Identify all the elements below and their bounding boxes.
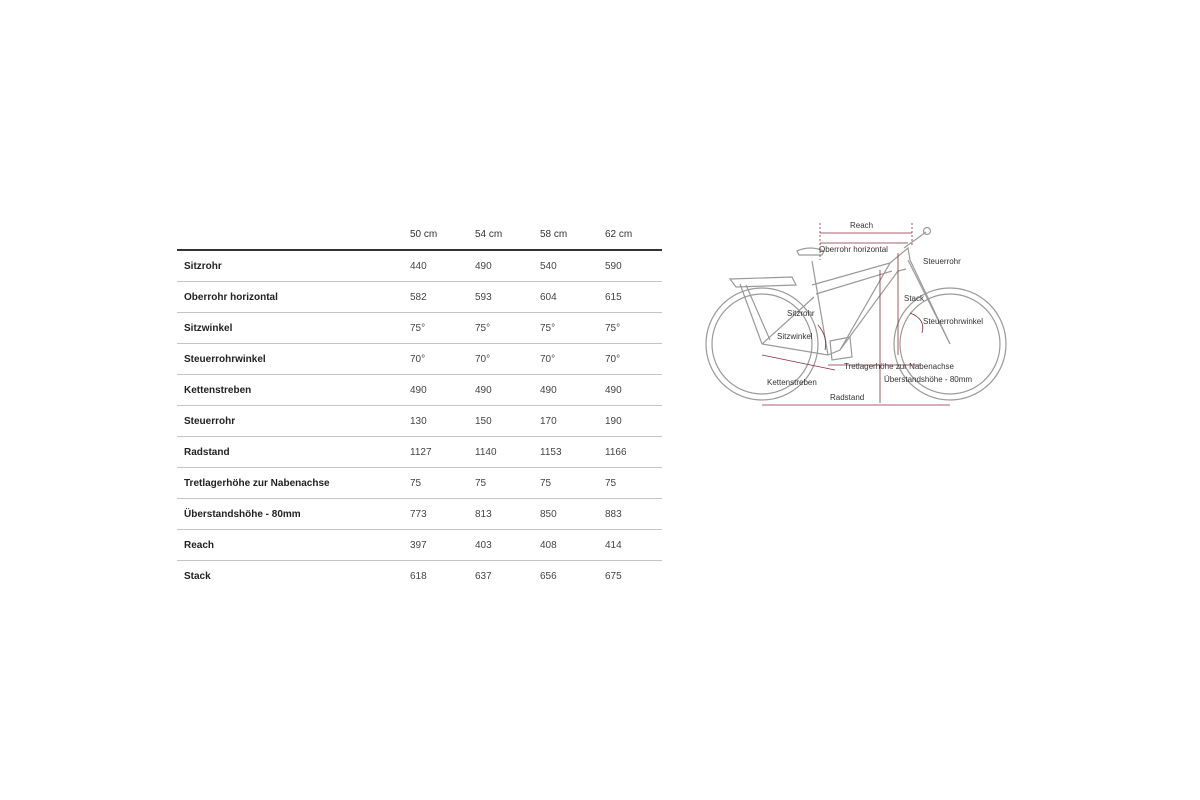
cell-value: 75 — [410, 468, 475, 499]
cell-value: 675 — [605, 570, 622, 582]
cell-value: 490 — [410, 375, 475, 406]
rack — [730, 277, 796, 287]
cell-value: 593 — [475, 282, 540, 313]
cell-value: 70° — [540, 344, 605, 375]
cell-value: 440 — [410, 250, 475, 282]
table-row — [177, 437, 662, 468]
cell-value: 637 — [475, 570, 492, 582]
cell-value: 150 — [475, 406, 540, 437]
table-row — [177, 344, 662, 375]
header-size-50: 50 cm — [410, 219, 475, 250]
cell-value: 70° — [475, 344, 540, 375]
cell-value: 75° — [540, 313, 605, 344]
table-row — [177, 313, 662, 344]
cell-value: 773 — [410, 499, 475, 530]
table-row — [177, 282, 662, 313]
kettenstreben-line — [762, 355, 835, 370]
cell-value: 490 — [475, 250, 540, 282]
row-label: Steuerrohr — [177, 406, 410, 437]
label-oberrohr: Oberrohr horizontal — [819, 245, 888, 254]
sitzwinkel-arc — [818, 325, 826, 350]
table-row — [177, 406, 662, 437]
table-row — [177, 468, 662, 499]
header-size-62: 62 cm — [605, 219, 662, 250]
cell-value: 850 — [540, 499, 605, 530]
cell-value: 75° — [605, 313, 662, 344]
row-label: Steuerrohrwinkel — [177, 344, 410, 375]
cell-value: 75° — [410, 313, 475, 344]
cell-value: 70° — [605, 344, 662, 375]
cell-value: 397 — [410, 530, 475, 561]
steuerrohrwinkel-arc — [910, 313, 923, 333]
row-label: Kettenstreben — [177, 375, 410, 406]
cell-value: 540 — [540, 250, 605, 282]
label-radstand: Radstand — [830, 393, 865, 402]
header-size-58: 58 cm — [540, 219, 605, 250]
row-label: Stack — [184, 570, 211, 582]
table-row — [177, 561, 662, 592]
cell-value: 414 — [605, 530, 662, 561]
cell-value: 190 — [605, 406, 662, 437]
row-label: Überstandshöhe - 80mm — [177, 499, 410, 530]
row-label: Reach — [177, 530, 410, 561]
cell-value: 75 — [605, 468, 662, 499]
top-tube — [812, 263, 890, 285]
cell-value: 604 — [540, 282, 605, 313]
label-steuerrohr: Steuerrohr — [923, 257, 961, 266]
cell-value: 813 — [475, 499, 540, 530]
row-label: Oberrohr horizontal — [177, 282, 410, 313]
row-label: Sitzwinkel — [177, 313, 410, 344]
top-tube-lower — [816, 271, 892, 294]
cell-value: 582 — [410, 282, 475, 313]
label-kettenstreben: Kettenstreben — [767, 378, 817, 387]
geometry-table — [177, 219, 662, 591]
label-steuerrohrwinkel: Steuerrohrwinkel — [923, 317, 984, 326]
cell-value: 590 — [605, 250, 662, 282]
cell-value: 403 — [475, 530, 540, 561]
cell-value: 615 — [605, 282, 662, 313]
label-stack: Stack — [904, 294, 925, 303]
row-label: Sitzrohr — [177, 250, 410, 282]
cell-value: 490 — [540, 375, 605, 406]
cell-value: 490 — [605, 375, 662, 406]
cell-value: 75° — [475, 313, 540, 344]
cell-value: 75 — [540, 468, 605, 499]
cell-value: 130 — [410, 406, 475, 437]
row-label: Radstand — [177, 437, 410, 468]
table-row — [177, 375, 662, 406]
table-header-row — [177, 219, 662, 250]
table-row — [177, 499, 662, 530]
label-tretlager: Tretlagerhöhe zur Nabenachse — [844, 362, 954, 371]
cell-value: 1127 — [410, 437, 475, 468]
label-sitzwinkel: Sitzwinkel — [777, 332, 813, 341]
header-empty — [177, 219, 410, 250]
handlebar-stem — [904, 232, 926, 248]
cell-value: 75 — [475, 468, 540, 499]
cell-value: 883 — [605, 499, 662, 530]
cell-value: 656 — [540, 570, 557, 582]
handlebar-grip — [924, 228, 931, 235]
bike-geometry-diagram — [700, 215, 1015, 410]
label-sitzrohr: Sitzrohr — [787, 309, 815, 318]
label-reach: Reach — [850, 221, 874, 230]
table-row — [177, 250, 662, 282]
table-row — [177, 530, 662, 561]
cell-value: 70° — [410, 344, 475, 375]
header-size-54: 54 cm — [475, 219, 540, 250]
cell-value: 618 — [410, 570, 427, 582]
row-label: Tretlagerhöhe zur Nabenachse — [177, 468, 410, 499]
cell-value: 1166 — [605, 437, 662, 468]
cell-value: 408 — [540, 530, 605, 561]
cell-value: 1140 — [475, 437, 540, 468]
cell-value: 490 — [475, 375, 540, 406]
label-ueberstand: Überstandshöhe - 80mm — [884, 375, 973, 384]
cell-value: 1153 — [540, 437, 605, 468]
cell-value: 170 — [540, 406, 605, 437]
